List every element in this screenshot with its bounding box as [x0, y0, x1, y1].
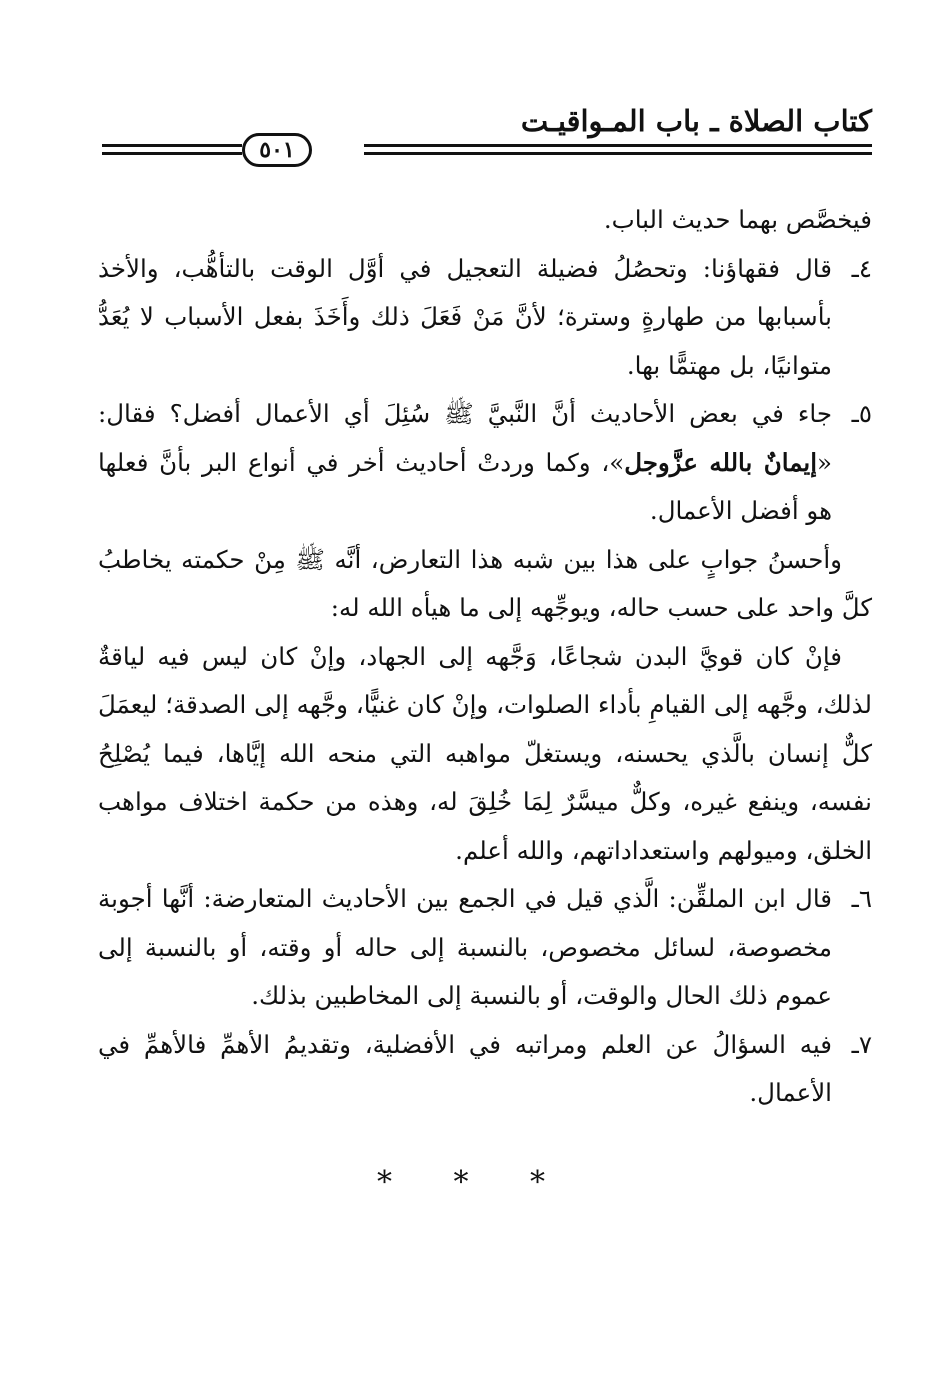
- list-item-text: [98, 390, 832, 536]
- text-after-quote: »، وكما وردتْ أحاديث أخر في أنواع البر بأنَّ فعلها هو أفضل الأعمال.: [98, 447, 832, 525]
- list-item-7: [98, 1021, 872, 1118]
- header-rule-left-bottom: [102, 152, 242, 155]
- paragraph-reconcile: وأحسنُ جوابٍ على هذا بين شبه هذا التعارض، أنَّه ﷺ مِنْ حكمته يخاطبُ كلَّ واحد على حسب حاله، ويوجِّهه إلى ما هيأه الله له:: [98, 544, 872, 622]
- page-number: ٥٠١: [242, 133, 312, 167]
- main-text: [98, 196, 872, 1118]
- paragraph-examples: فإنْ كان قويَّ البدن شجاعًا، وَجَّهه إلى الجهاد، وإنْ كان ليس فيه لياقةٌ لذلك، وجَّهه إلى القيامِ بأداء الصلوات، وإنْ كان غنيًّا، وجَّهه إلى الصدقة؛ ليعمَلَ كلٌّ إنسان بالَّذي يحسنه، ويستغلّ مواهبه التي منحه الله إيَّاها، فيما يُصْلِحُ نفسه، وينفع غيره، وكلٌّ ميسَّرٌ لِمَا خُلِقَ له، وهذه من حكمة اختلاف مواهب الخلق، وميولهم واستعداداتهم، والله أعلم.: [98, 641, 872, 865]
- list-item-6: [98, 875, 872, 1021]
- list-item-4: [98, 245, 872, 391]
- list-item-number: ٥ـ: [851, 399, 872, 428]
- intro-line: فيخصَّص بهما حديث الباب.: [603, 205, 872, 234]
- list-item-5: [98, 390, 872, 536]
- text-before-quote: جاء في بعض الأحاديث أنَّ النَّبيَّ ﷺ سُئِلَ أي الأعمال أفضل؟ فقال: «: [98, 399, 833, 477]
- running-header-title: كتاب الصلاة ـ باب المـواقيـت: [520, 104, 872, 138]
- list-item-number: ٤ـ: [851, 253, 872, 283]
- list-item-number: ٧ـ: [851, 1029, 872, 1059]
- list-item-text: قال فقهاؤنا: وتحصُلُ فضيلة التعجيل في أوَّل الوقت بالتأهُّب، والأخذ بأسبابها من طهارةٍ وسترة؛ لأنَّ مَنْ فَعَلَ ذلك وأَخَذَ بفعل الأسباب لا يُعَدُّ متوانيًا، بل مهتمًّا بها.: [98, 253, 832, 380]
- list-item-text: قال ابن الملقِّن: الَّذي قيل في الجمع بين الأحاديث المتعارضة: أنَّها أجوبة مخصوصة، لسائل مخصوص، بالنسبة إلى حاله أو وقته، أو بالنسبة إلى عموم ذلك الحال والوقت، أو بالنسبة إلى المخاطبين بذلك.: [98, 884, 832, 1010]
- header-rule-right-bottom: [364, 152, 872, 155]
- list-item-text: فيه السؤالُ عن العلم ومراتبه في الأفضلية، وتقديمُ الأهمِّ فالأهمِّ في الأعمال.: [98, 1029, 832, 1107]
- header-rule-left-top: [102, 144, 242, 147]
- hadith-quote: إيمانٌ بالله عزَّوجل: [624, 447, 818, 477]
- list-item-number: ٦ـ: [851, 884, 872, 913]
- section-separator-stars: * * *: [376, 1165, 572, 1200]
- header-rule-right-top: [364, 144, 872, 147]
